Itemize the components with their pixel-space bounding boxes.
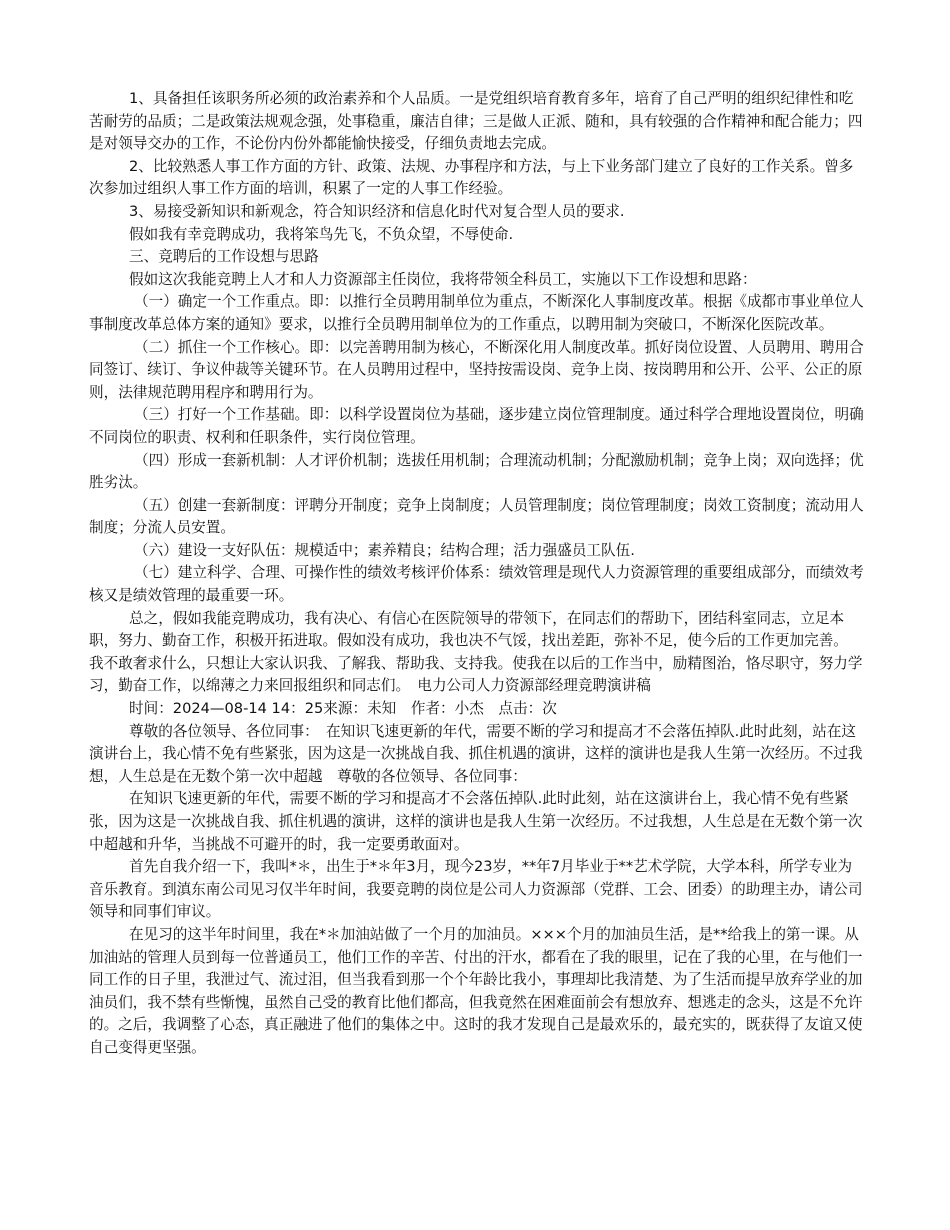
paragraph: 假如这次我能竞聘上人才和人力资源部主任岗位，我将带领全科员工，实施以下工作设想和思路： (129, 270, 757, 288)
list-item: （七）建立科学、合理、可操作性的绩效考核评价体系：绩效管理是现代人力资源管理的重要组成部分，而绩效考核又是绩效管理的最重要一环。 (89, 564, 864, 605)
paragraph: 总之，假如我能竞聘成功，我有决心、有信心在医院领导的带领下，在同志们的帮助下，团结科室同志，立足本职，努力、勤奋工作，积极开拓进取。假如没有成功，我也决不气馁，找出差距，弥补不足，使今后的工作更加完善。 我不敢奢求什么，只想让大家认识我、了解我、帮助我、支持我。使我在以后的工作当中，励精图治，恪尽职守，努力学习，勤奋工作，以绵薄之力来回报组织和同志们。 电力公司人力资源部经理竞聘演讲稿 (89, 609, 899, 695)
paragraph: 假如我有幸竞聘成功，我将笨鸟先飞，不负众望，不辱使命. (129, 225, 514, 243)
paragraph: 在见习的这半年时间里，我在*＊加油站做了一个月的加油员。×××个月的加油员生活，是**给我上的第一课。从加油站的管理人员到每一位普通员工，他们工作的辛苦、付出的汗水，都看在了我的眼里，记在了我的心里，在与他们一同工作的日子里，我泄过气、流过泪，但当我看到那一个个年龄比我小，事理却比我清楚、为了生活而提早放弃学业的加油员们，我不禁有些惭愧，虽然自己受的教育比他们都高，但我竟然在困难面前会有想放弃、想逃走的念头，这是不允许的。之后，我调整了心态，真正融进了他们的集体之中。这时的我才发现自己是最欢乐的，最充实的，既获得了友谊又使自己变得更坚强。 (89, 925, 863, 1056)
paragraph: 3、易接受新知识和新观念，符合知识经济和信息化时代对复合型人员的要求. (129, 202, 625, 220)
section-heading: 三、竞聘后的工作设想与思路 (129, 248, 319, 266)
list-item: （五）创建一套新制度：评聘分开制度；竞争上岗制度；人员管理制度；岗位管理制度；岗效工资制度；流动用人制度；分流人员安置。 (89, 496, 864, 537)
meta-line: 时间：2024—08-14 14：25来源：未知 作者：小杰 点击：次 (129, 700, 557, 718)
list-item: （六）建设一支好队伍：规模适中；素养精良；结构合理；活力强盛员工队伍. (134, 541, 635, 559)
list-item: （三）打好一个工作基础。即：以科学设置岗位为基础，逐步建立岗位管理制度。通过科学合理地设置岗位，明确不同岗位的职责、权利和任职条件，实行岗位管理。 (89, 406, 864, 446)
paragraph: 尊敬的各位领导、各位同事： 在知识飞速更新的年代，需要不断的学习和提高才不会落伍掉队.此时此刻，站在这演讲台上，我心情不免有些紧张，因为这是一次挑战自我、抓住机遇的演讲，这样的演讲也是我人生第一次经历。不过我想，人生总是在无数个第一次中超越 尊敬的各位领导、各位同事： (89, 722, 863, 785)
paragraph: 首先自我介绍一下，我叫*＊，出生于*＊年3月，现今23岁，**年7月毕业于**艺术学院，大学本科，所学专业为音乐教育。到滇东南公司见习仅半年时间，我要竞聘的岗位是公司人力资源部（党群、工会、团委）的助理主办，请公司领导和同事们审议。 (89, 858, 863, 921)
paragraph: 1、具备担任该职务所必须的政治素养和个人品质。一是党组织培育教育多年，培育了自己严明的组织纪律性和吃苦耐劳的品质；二是政策法规观念强，处事稳重，廉洁自律；三是做人正派、随和，具有较强的合作精神和配合能力；四是对领导交办的工作，不论份内份外都能愉快接受，仔细负责地去完成。 (89, 90, 863, 153)
paragraph: 在知识飞速更新的年代，需要不断的学习和提高才不会落伍掉队.此时此刻，站在这演讲台上，我心情不免有些紧张，因为这是一次挑战自我、抓住机遇的演讲，这样的演讲也是我人生第一次经历。不过我想，人生总是在无数个第一次中超越和升华，当挑战不可避开的时，我一定要勇敢面对。 (89, 790, 863, 853)
list-item: （四）形成一套新机制：人才评价机制；选拔任用机制；合理流动机制；分配激励机制；竞争上岗；双向选择；优胜劣汰。 (89, 451, 864, 492)
list-item: （二）抓住一个工作核心。即：以完善聘用制为核心，不断深化用人制度改革。抓好岗位设置、人员聘用、聘用合同签订、续订、争议仲裁等关键环节。在人员聘用过程中，坚持按需设岗、竞争上岗、按岗聘用和公开、公平、公正的原则，法律规范聘用程序和聘用行为。 (89, 338, 864, 401)
list-item: （一）确定一个工作重点。即：以推行全员聘用制单位为重点，不断深化人事制度改革。根据《成都市事业单位人事制度改革总体方案的通知》要求，以推行全员聘用制单位为的工作重点，以聘用制为突破口，不断深化医院改革。 (89, 293, 864, 333)
paragraph: 2、比较熟悉人事工作方面的方针、政策、法规、办事程序和方法，与上下业务部门建立了良好的工作关系。曾多次参加过组织人事工作方面的培训，积累了一定的人事工作经验。 (89, 157, 854, 198)
